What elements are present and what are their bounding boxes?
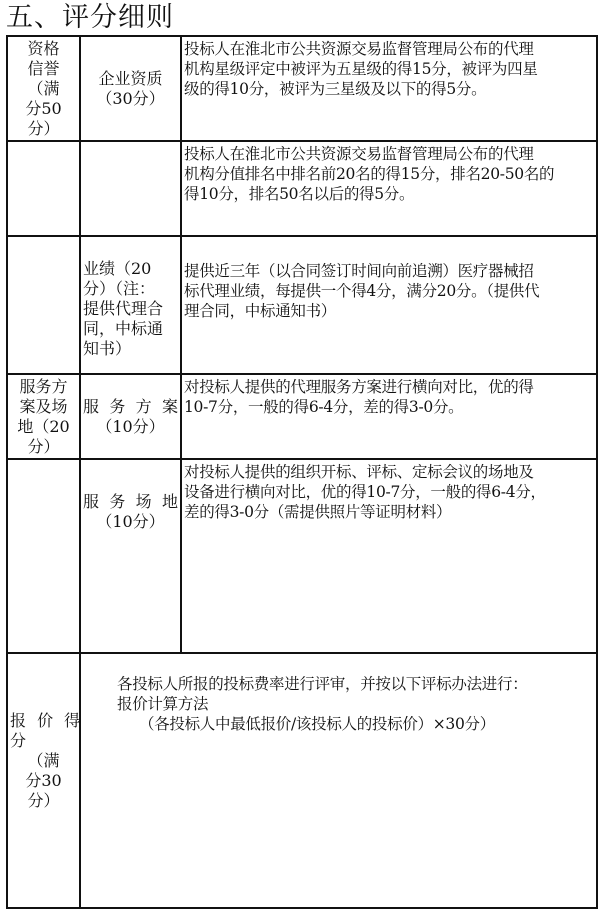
criteria-line: 标代理业绩，每提供一个得4分，满分20分。（提供代 bbox=[184, 282, 540, 300]
item-line: 分）（注： bbox=[83, 279, 156, 298]
item-line: （30分） bbox=[96, 89, 165, 108]
category-cell bbox=[7, 374, 80, 459]
item-cell bbox=[80, 236, 181, 374]
section-title: 五、评分细则 bbox=[6, 2, 174, 33]
table-row bbox=[7, 459, 597, 653]
category-line: 分） bbox=[27, 437, 60, 456]
category-line: （满 bbox=[27, 79, 60, 98]
category-cell bbox=[7, 36, 80, 141]
criteria-line: 设备进行横向对比，优的得10-7分，一般的得6-4分， bbox=[184, 483, 546, 501]
criteria-line: 10-7分，一般的得6-4分，差的得3-0分。 bbox=[184, 398, 464, 416]
category-line: 分50 bbox=[25, 99, 62, 118]
category-line: 分） bbox=[27, 790, 60, 810]
table-row bbox=[7, 141, 597, 236]
item-line: 企业资质 bbox=[98, 69, 163, 88]
criteria-line: 差的得3-0分（需提供照片等证明材料） bbox=[184, 503, 452, 521]
criteria-cell bbox=[80, 653, 597, 908]
item-line: （10分） bbox=[96, 512, 165, 531]
item-line: （10分） bbox=[96, 417, 165, 436]
category-line: 信誉 bbox=[27, 59, 60, 78]
table-row bbox=[7, 653, 597, 908]
category-cell bbox=[7, 459, 80, 653]
item-line: 业绩（20 bbox=[83, 259, 152, 278]
category-line: 地（20 bbox=[17, 417, 70, 436]
criteria-line: 级的得10分，被评为三星级及以下的得5分。 bbox=[184, 80, 487, 98]
criteria-line: 投标人在淮北市公共资源交易监督管理局公布的代理 bbox=[184, 40, 534, 58]
item-line: 服 务 方 案 bbox=[83, 397, 178, 416]
category-line: 服务方 bbox=[19, 377, 68, 396]
item-line: 服 务 场 地 bbox=[83, 492, 178, 511]
criteria-line: 对投标人提供的代理服务方案进行横向对比，优的得 bbox=[184, 378, 534, 396]
criteria-line: 提供近三年（以合同签订时间向前追溯）医疗器械招 bbox=[184, 262, 534, 280]
category-line: 分） bbox=[27, 119, 60, 138]
item-line: 同，中标通 bbox=[83, 319, 164, 338]
scoring-table bbox=[6, 35, 598, 909]
item-cell bbox=[80, 36, 181, 141]
item-cell bbox=[80, 141, 181, 236]
criteria-line: 机构分值排名中排名前20名的得15分，排名20-50名的 bbox=[184, 165, 555, 183]
category-cell bbox=[7, 653, 84, 908]
criteria-line: 各投标人所报的投标费率进行评审，并按以下评标办法进行： bbox=[117, 675, 528, 693]
table-row bbox=[7, 236, 597, 374]
criteria-cell bbox=[181, 141, 597, 236]
table-row bbox=[7, 374, 597, 459]
table-row bbox=[7, 36, 597, 141]
criteria-line: 报价计算方法 bbox=[117, 695, 209, 713]
criteria-line: 投标人在淮北市公共资源交易监督管理局公布的代理 bbox=[184, 145, 534, 163]
criteria-cell bbox=[181, 236, 597, 374]
category-line: 资格 bbox=[27, 39, 60, 58]
criteria-cell bbox=[181, 36, 597, 141]
item-line: 知书） bbox=[83, 339, 132, 358]
category-line: 分30 bbox=[25, 770, 62, 790]
item-cell bbox=[80, 374, 181, 459]
item-line: 提供代理合 bbox=[83, 299, 164, 318]
criteria-line: 对投标人提供的组织开标、评标、定标会议的场地及 bbox=[184, 463, 534, 481]
criteria-line: 得10分，排名50名以后的得5分。 bbox=[184, 185, 415, 203]
category-line: 案及场 bbox=[19, 397, 68, 416]
category-cell bbox=[7, 236, 80, 374]
criteria-cell bbox=[181, 374, 597, 459]
criteria-line: （各投标人中最低报价/该投标人的投标价）×30分） bbox=[139, 715, 495, 733]
category-line: 报 价 得 bbox=[10, 710, 84, 730]
criteria-cell bbox=[181, 459, 597, 653]
category-line: （满 bbox=[27, 750, 60, 770]
category-cell bbox=[7, 141, 80, 236]
criteria-line: 理合同，中标通知书） bbox=[184, 302, 337, 320]
category-line: 分 bbox=[10, 730, 27, 750]
item-cell bbox=[80, 459, 181, 653]
criteria-line: 机构星级评定中被评为五星级的得15分，被评为四星 bbox=[184, 60, 538, 78]
